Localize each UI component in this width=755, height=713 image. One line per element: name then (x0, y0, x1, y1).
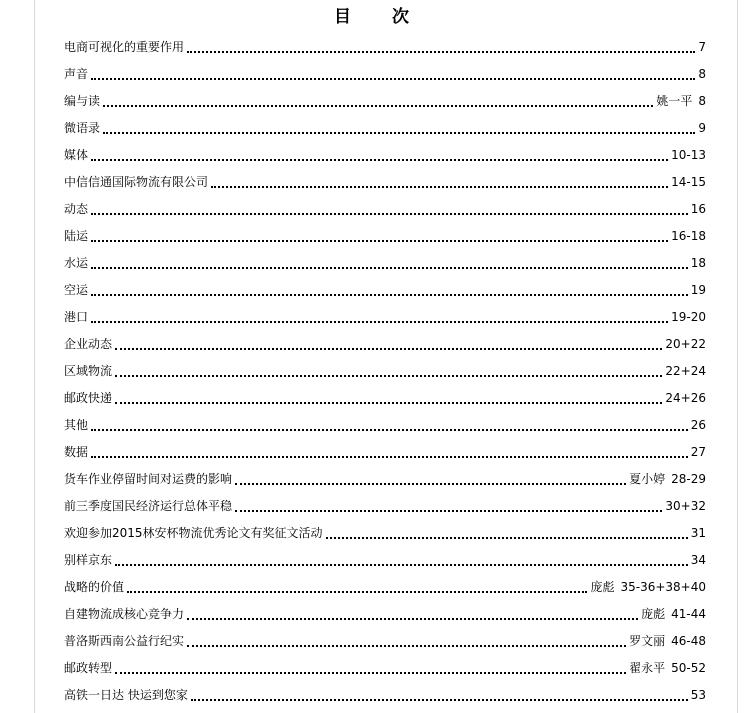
toc-entry[interactable] (64, 655, 706, 682)
dot-leader (211, 185, 668, 188)
page-right-edge (737, 0, 738, 713)
toc-entry-page: 30+32 (665, 499, 706, 513)
toc-entry-title: 微语录 (64, 121, 101, 135)
dot-leader (115, 401, 662, 404)
dot-leader (91, 293, 688, 296)
dot-leader (187, 644, 626, 647)
dot-leader (91, 320, 668, 323)
toc-entry-page: 53 (690, 688, 706, 702)
toc-entry-title: 港口 (64, 310, 89, 324)
toc-entry-page: 26 (690, 418, 706, 432)
toc-entry[interactable] (64, 493, 706, 520)
toc-entry[interactable] (64, 412, 706, 439)
toc-entry-page: 18 (690, 256, 706, 270)
toc-entry-title: 声音 (64, 67, 89, 81)
page-left-edge (34, 0, 35, 713)
toc-entry-page: 35-36+38+40 (620, 580, 706, 594)
toc-entry[interactable] (64, 439, 706, 466)
toc-entry-page: 24+26 (665, 391, 706, 405)
toc-entry-page: 16-18 (671, 229, 706, 243)
toc-entry-title: 高铁一日达 快运到您家 (64, 688, 188, 702)
toc-entry[interactable] (64, 331, 706, 358)
toc-entry-title: 中信信通国际物流有限公司 (64, 175, 209, 189)
dot-leader (326, 536, 688, 539)
toc-entry[interactable] (64, 88, 706, 115)
toc-entry-page: 27 (690, 445, 706, 459)
dot-leader (91, 158, 668, 161)
toc-entry[interactable] (64, 385, 706, 412)
dot-leader (91, 212, 688, 215)
toc-entry-page: 9 (698, 121, 706, 135)
toc-entry[interactable] (64, 304, 706, 331)
toc-entry[interactable] (64, 223, 706, 250)
toc-entry-author: 庞彪 (590, 580, 615, 594)
toc-entry[interactable] (64, 682, 706, 709)
toc-entry[interactable] (64, 250, 706, 277)
dot-leader (187, 50, 695, 53)
toc-entry-page: 22+24 (665, 364, 706, 378)
toc-entry-page: 46-48 (671, 634, 706, 648)
toc-entry-title: 战略的价值 (64, 580, 125, 594)
toc-entry[interactable] (64, 61, 706, 88)
toc-entry-page: 16 (690, 202, 706, 216)
toc-entry-page: 10-13 (671, 148, 706, 162)
toc-entry[interactable] (64, 358, 706, 385)
toc-entry-title: 邮政快递 (64, 391, 113, 405)
toc-entry-author: 罗文丽 (629, 634, 666, 648)
toc-entry-author: 姚一平 (656, 94, 693, 108)
table-of-contents (64, 34, 706, 709)
toc-entry-author: 庞彪 (641, 607, 666, 621)
toc-entry-title: 空运 (64, 283, 89, 297)
toc-entry[interactable] (64, 115, 706, 142)
toc-entry-author: 翟永平 (629, 661, 666, 675)
toc-entry-page: 14-15 (671, 175, 706, 189)
toc-entry-page: 20+22 (665, 337, 706, 351)
dot-leader (235, 509, 662, 512)
toc-entry-author: 夏小婷 (629, 472, 666, 486)
dot-leader (191, 698, 688, 701)
toc-entry-page: 19-20 (671, 310, 706, 324)
toc-entry-title: 媒体 (64, 148, 89, 162)
toc-entry-page: 19 (690, 283, 706, 297)
dot-leader (127, 590, 587, 593)
toc-entry-page: 31 (690, 526, 706, 540)
toc-entry-title: 电商可视化的重要作用 (64, 40, 185, 54)
dot-leader (115, 671, 626, 674)
toc-entry-page: 8 (698, 94, 706, 108)
dot-leader (103, 131, 695, 134)
toc-entry[interactable] (64, 169, 706, 196)
toc-entry-title: 前三季度国民经济运行总体平稳 (64, 499, 233, 513)
toc-entry[interactable] (64, 628, 706, 655)
dot-leader (115, 563, 688, 566)
dot-leader (103, 104, 653, 107)
toc-entry-title: 别样京东 (64, 553, 113, 567)
toc-entry-title: 动态 (64, 202, 89, 216)
toc-entry[interactable] (64, 142, 706, 169)
toc-entry-title: 邮政转型 (64, 661, 113, 675)
toc-entry[interactable] (64, 466, 706, 493)
toc-entry-title: 欢迎参加2015林安杯物流优秀论文有奖征文活动 (64, 526, 323, 540)
dot-leader (91, 428, 688, 431)
toc-entry[interactable] (64, 601, 706, 628)
toc-entry-title: 自建物流成核心竞争力 (64, 607, 185, 621)
toc-entry-title: 陆运 (64, 229, 89, 243)
toc-entry-title: 企业动态 (64, 337, 113, 351)
toc-entry[interactable] (64, 34, 706, 61)
dot-leader (235, 482, 626, 485)
toc-entry-title: 区域物流 (64, 364, 113, 378)
dot-leader (115, 374, 662, 377)
dot-leader (91, 77, 695, 80)
dot-leader (115, 347, 662, 350)
dot-leader (91, 455, 688, 458)
dot-leader (187, 617, 638, 620)
toc-entry-page: 8 (698, 67, 706, 81)
toc-entry-title: 编与读 (64, 94, 101, 108)
toc-entry-title: 其他 (64, 418, 89, 432)
dot-leader (91, 266, 688, 269)
page-title: 目 次 (334, 7, 421, 27)
toc-entry[interactable] (64, 574, 706, 601)
toc-entry-page: 50-52 (671, 661, 706, 675)
toc-entry[interactable] (64, 547, 706, 574)
toc-entry-page: 28-29 (671, 472, 706, 486)
toc-entry-title: 货车作业停留时间对运费的影响 (64, 472, 233, 486)
toc-entry-page: 7 (698, 40, 706, 54)
toc-entry-title: 普洛斯西南公益行纪实 (64, 634, 185, 648)
toc-entry-page: 41-44 (671, 607, 706, 621)
toc-entry[interactable] (64, 196, 706, 223)
toc-entry-title: 水运 (64, 256, 89, 270)
toc-entry-page: 34 (690, 553, 706, 567)
dot-leader (91, 239, 668, 242)
toc-entry-title: 数据 (64, 445, 89, 459)
toc-entry[interactable] (64, 520, 706, 547)
toc-entry[interactable] (64, 277, 706, 304)
